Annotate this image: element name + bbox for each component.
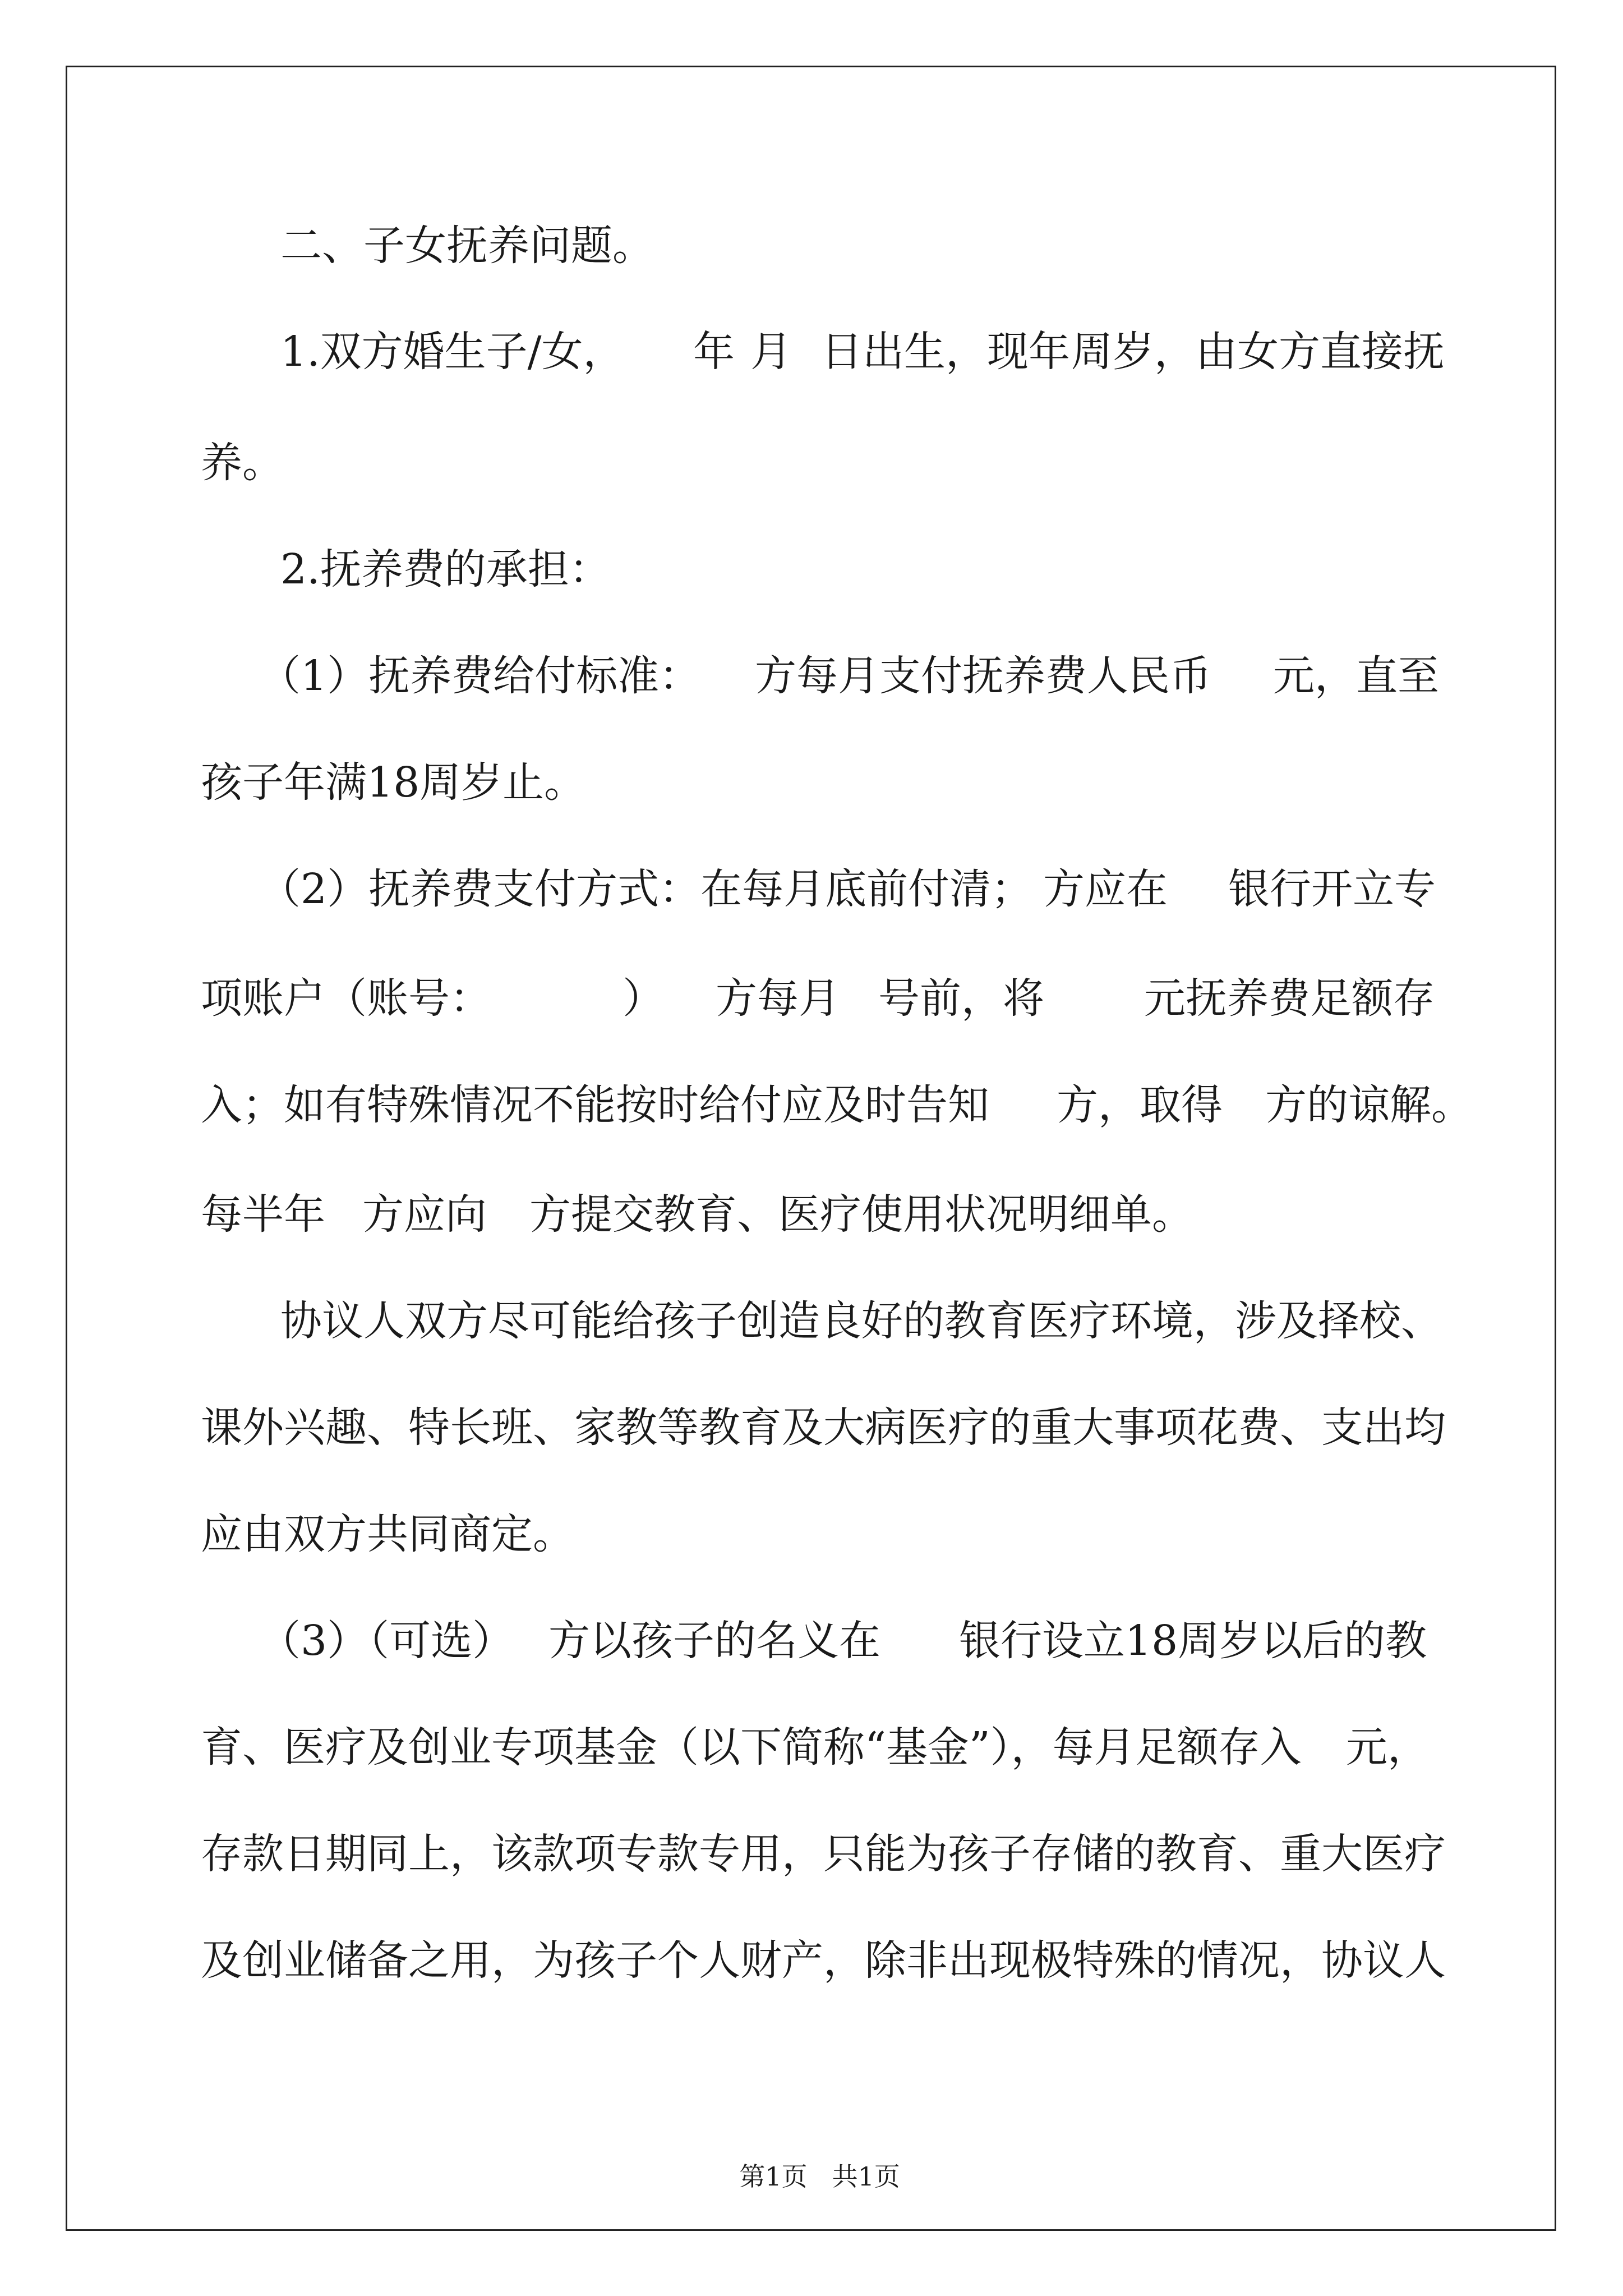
paragraph-line: [0, 645, 1623, 707]
text-segment: 方以孩子的名义在: [548, 1617, 880, 1665]
page-total: 共1页: [832, 2161, 900, 2192]
paragraph-line: [0, 1717, 1623, 1778]
section-heading: [0, 215, 1623, 277]
text-segment: 育、医疗及创业专项基金（以下简称“基金”），每月足额存入: [201, 1723, 1302, 1772]
text-segment: 养。: [201, 439, 284, 487]
paragraph-line: [0, 1184, 1623, 1245]
text-segment: （2）抚养费支付方式：在每月底前付清；: [259, 865, 1033, 913]
text-segment: 方的谅解。: [1265, 1081, 1473, 1129]
paragraph-line: [0, 1074, 1623, 1136]
text-segment: 银行开立专: [1228, 865, 1436, 913]
paragraph-line: [0, 1290, 1623, 1352]
text-segment: （3）（可选）: [259, 1617, 514, 1665]
paragraph-line: [0, 1823, 1623, 1885]
text-segment: 方，取得: [1057, 1081, 1223, 1129]
text-segment: 孩子年满18周岁止。: [201, 758, 586, 807]
text-segment: 2.抚养费的承担：: [280, 545, 611, 593]
text-segment: （1）抚养费给付标准：: [259, 652, 701, 700]
text-segment: 及创业储备之用，为孩子个人财产，除非出现极特殊的情况，协议人: [201, 1936, 1446, 1985]
paragraph-line: [0, 321, 1623, 383]
text-segment: 入；如有特殊情况不能按时给付应及时告知: [201, 1081, 989, 1129]
text-segment: 课外兴趣、特长班、家教等教育及大病医疗的重大事项花费、支出均: [201, 1404, 1446, 1452]
text-segment: 日出生，现年: [821, 328, 1070, 376]
text-segment: 方应在: [1043, 865, 1168, 913]
text-segment: 方每月: [716, 974, 840, 1023]
paragraph-line: [0, 539, 1623, 600]
text-segment: 周岁，由女方直接抚: [1071, 328, 1445, 376]
text-segment: 每半年: [201, 1190, 325, 1239]
page-border: [66, 66, 1556, 2231]
text-segment: 方提交教育、医疗使用状况明细单。: [529, 1190, 1193, 1239]
text-segment: 元，直至: [1273, 652, 1439, 700]
paragraph-line: [0, 1503, 1623, 1565]
text-segment: 方应向: [362, 1190, 487, 1239]
text-segment: 号前，将: [878, 974, 1044, 1023]
text-segment: 存款日期同上，该款项专款专用，只能为孩子存储的教育、重大医疗: [201, 1830, 1446, 1878]
text-segment: 应由双方共同商定。: [201, 1510, 574, 1558]
text-segment: 协议人双方尽可能给孩子创造良好的教育医疗环境，涉及择校、: [280, 1297, 1442, 1345]
page-number: 第1页: [739, 2161, 808, 2192]
paragraph-line: [0, 432, 1623, 494]
text-segment: 1.双方婚生子/女，: [280, 328, 625, 376]
page-footer: [0, 2126, 1623, 2193]
text-segment: 方每月支付抚养费人民币: [755, 652, 1211, 700]
text-segment: ）: [623, 974, 664, 1023]
text-segment: 月: [750, 328, 792, 376]
paragraph-line: [0, 968, 1623, 1029]
paragraph-line: [0, 1397, 1623, 1458]
text-segment: 年: [693, 328, 735, 376]
paragraph-line: [0, 1930, 1623, 1991]
text-segment: 二、子女抚养问题。: [280, 222, 654, 270]
paragraph-line: [0, 1610, 1623, 1672]
paragraph-line: [0, 858, 1623, 920]
text-segment: 项账户（账号：: [201, 974, 491, 1023]
paragraph-line: [0, 752, 1623, 813]
text-segment: 元抚养费足额存: [1144, 974, 1435, 1023]
text-segment: 银行设立18周岁以后的教: [959, 1617, 1427, 1665]
text-segment: 元，: [1346, 1723, 1429, 1772]
